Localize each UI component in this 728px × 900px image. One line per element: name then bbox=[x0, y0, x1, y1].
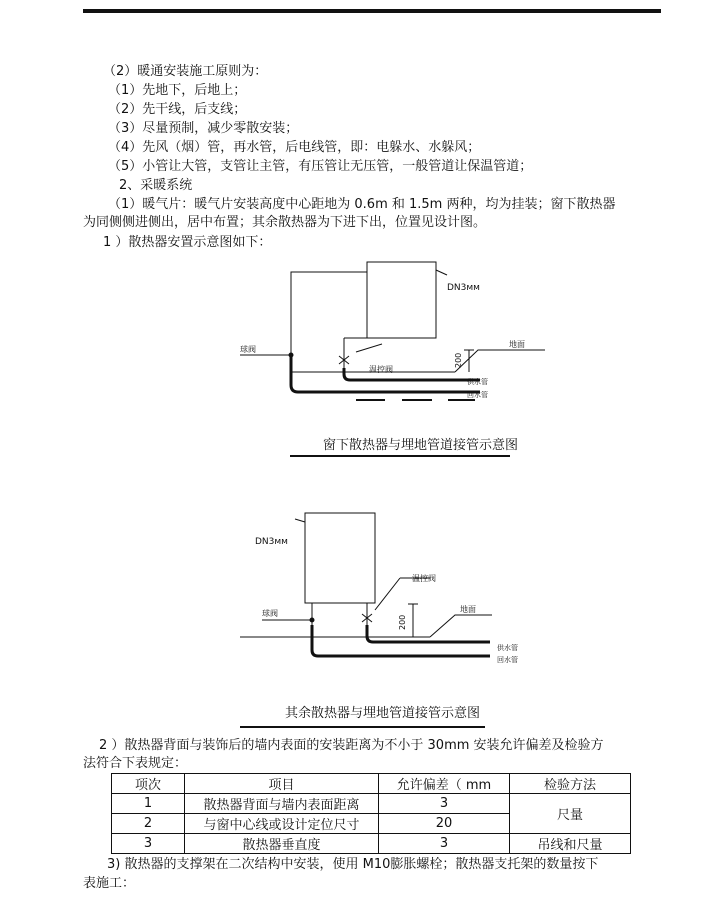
return-pipe-1 bbox=[344, 368, 480, 380]
caption-2: 其余散热器与埋地管道接管示意图 bbox=[285, 706, 481, 721]
diagram-intro: 1 ）散热器安置示意图如下： bbox=[103, 235, 272, 250]
caption-1: 窗下散热器与埋地管道接管示意图 bbox=[323, 438, 519, 453]
principle-2: （2）先干线，后支线； bbox=[108, 102, 247, 117]
supply-branch-1 bbox=[291, 272, 367, 355]
row-no: 3 bbox=[112, 834, 185, 854]
clearance-paragraph-line2: 法符合下表规定： bbox=[83, 756, 188, 771]
radiator-paragraph-line1: （1）暖气片：暖气片安装高度中心距地为 0.6m 和 1.5m 两种，均为挂装；窗下散热器 bbox=[108, 197, 616, 212]
dn-label-2: DN3мм bbox=[255, 537, 288, 547]
header-method: 检验方法 bbox=[510, 774, 631, 794]
principle-3: （3）尽量预制，减少零散安装； bbox=[108, 121, 299, 136]
heating-heading: 2、采暖系统 bbox=[119, 178, 193, 193]
row-tolerance: 3 bbox=[379, 834, 510, 854]
principle-5: （5）小管让大管，支管让主管，有压管让无压管，一般管道让保温管道； bbox=[108, 159, 533, 174]
dn-label-1: DN3мм bbox=[447, 283, 480, 293]
row-item: 与窗中心线或设计定位尺寸 bbox=[185, 814, 379, 834]
height-label-2: 200 bbox=[398, 614, 407, 630]
tolerance-table bbox=[111, 773, 631, 854]
clearance-paragraph-line1: 2 ）散热器背面与装饰后的墙内表面的安装距离为不小于 30mm 安装允许偏差及检验方 bbox=[99, 738, 604, 753]
temp-valve-label-1: 温控阀 bbox=[369, 365, 393, 374]
header-no: 项次 bbox=[112, 774, 185, 794]
supply-label-1: 供水管 bbox=[467, 378, 488, 386]
bracket-paragraph-line2: 表施工： bbox=[83, 876, 136, 891]
table-header-row bbox=[112, 774, 631, 794]
row-item: 散热器背面与墙内表面距离 bbox=[185, 794, 379, 814]
bracket-paragraph-line1: 3) 散热器的支撑架在二次结构中安装，使用 M10膨胀螺栓；散热器支托架的数量按下 bbox=[107, 857, 599, 872]
ball-valve-label-1: 球阀 bbox=[240, 345, 256, 354]
temp-valve-label-2: 温控阀 bbox=[412, 574, 436, 583]
row-item: 散热器垂直度 bbox=[185, 834, 379, 854]
principle-1: （1）先地下，后地上； bbox=[108, 83, 247, 98]
radiator-paragraph-line2: 为同侧侧进侧出，居中布置；其余散热器为下进下出，位置见设计图。 bbox=[83, 215, 487, 230]
supply-label-2: 供水管 bbox=[497, 644, 518, 652]
header-item: 项目 bbox=[185, 774, 379, 794]
row-method: 吊线和尺量 bbox=[510, 834, 631, 854]
height-label-1: 200 bbox=[454, 352, 463, 368]
row-method-merged: 尺量 bbox=[510, 794, 631, 834]
floor-label-2: 地面 bbox=[460, 605, 476, 614]
table-row bbox=[112, 794, 631, 814]
floor-label-1: 地面 bbox=[509, 340, 525, 349]
row-no: 1 bbox=[112, 794, 185, 814]
row-tolerance: 20 bbox=[379, 814, 510, 834]
section-title: （2）暖通安装施工原则为： bbox=[103, 64, 268, 79]
table-row bbox=[112, 834, 631, 854]
return-label-1: 回水管 bbox=[467, 391, 488, 399]
ball-valve-label-2: 球阀 bbox=[262, 609, 278, 618]
principle-4: （4）先风（烟）管，再水管，后电线管，即：电躲水、水躲风； bbox=[108, 140, 481, 155]
radiator-box-2 bbox=[305, 513, 375, 603]
radiator-box-1 bbox=[367, 262, 436, 338]
diagram-window-radiator bbox=[240, 262, 545, 456]
header-tolerance: 允许偏差（ mm bbox=[379, 774, 510, 794]
return-label-2: 回水管 bbox=[497, 656, 518, 664]
return-pipe-2 bbox=[367, 625, 490, 642]
row-tolerance: 3 bbox=[379, 794, 510, 814]
row-no: 2 bbox=[112, 814, 185, 834]
